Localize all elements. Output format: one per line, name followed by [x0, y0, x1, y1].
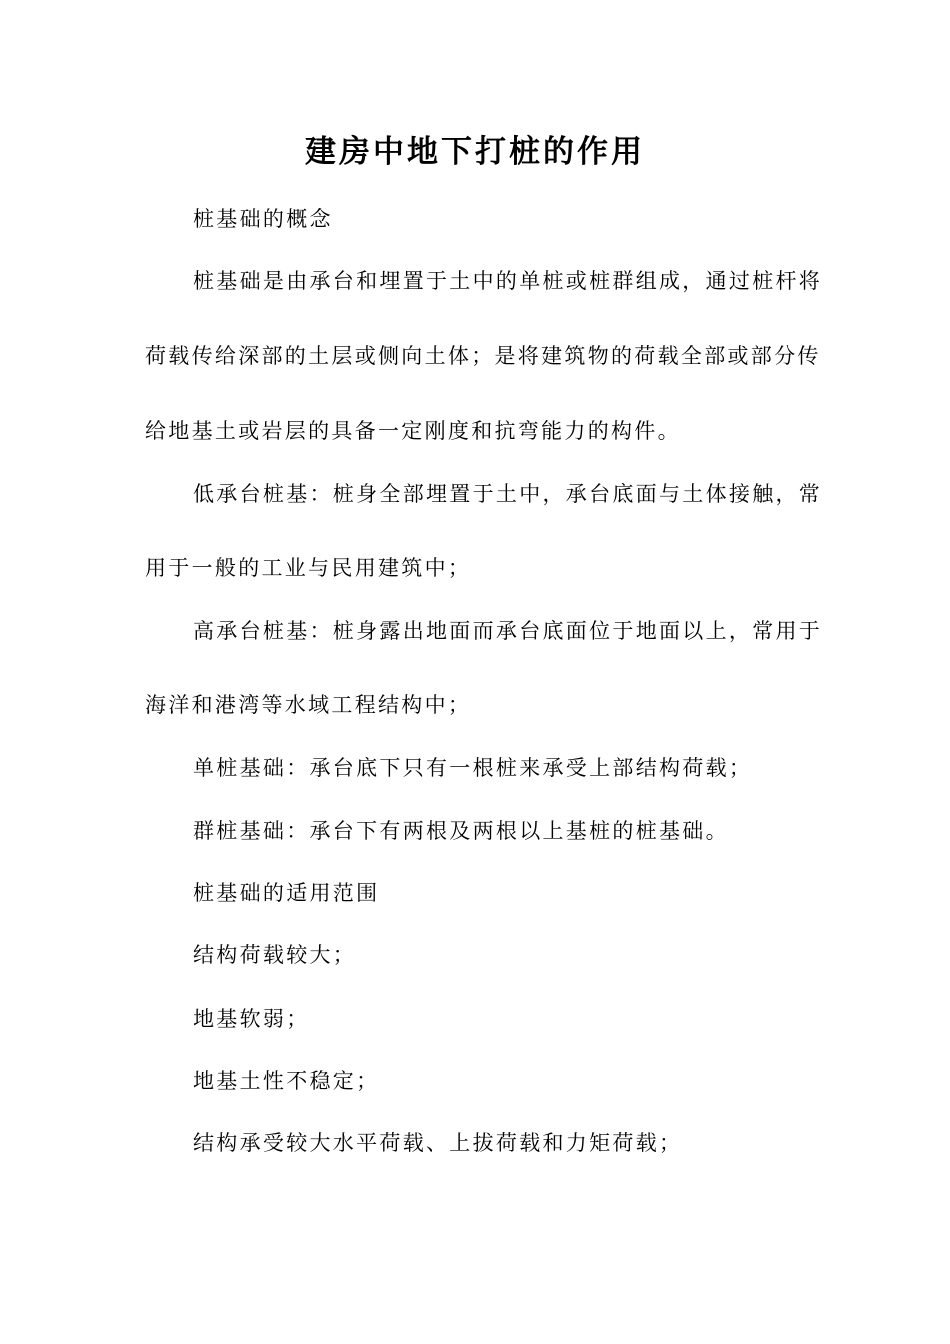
paragraph-line: 地基软弱；: [193, 1007, 310, 1031]
paragraph-line: 地基土性不稳定；: [193, 1069, 380, 1093]
paragraph-line: 结构承受较大水平荷载、上拔荷载和力矩荷载；: [193, 1131, 683, 1155]
paragraph-line: 群桩基础：承台下有两根及两根以上基桩的桩基础。: [193, 819, 729, 843]
paragraph-line: 桩基础的概念: [193, 207, 333, 231]
paragraph-line: 低承台桩基：桩身全部埋置于土中，承台底面与土体接触，常: [193, 482, 823, 506]
paragraph-line: 桩基础的适用范围: [193, 881, 380, 905]
paragraph-line: 荷载传给深部的土层或侧向土体；是将建筑物的荷载全部或部分传: [145, 344, 821, 368]
paragraph-line: 单桩基础：承台底下只有一根桩来承受上部结构荷载；: [193, 756, 753, 780]
document-title: 建房中地下打桩的作用: [305, 134, 645, 170]
paragraph-line: 海洋和港湾等水域工程结构中；: [145, 693, 472, 717]
paragraph-line: 用于一般的工业与民用建筑中；: [145, 556, 472, 580]
paragraph-line: 高承台桩基：桩身露出地面而承台底面位于地面以上，常用于: [193, 619, 823, 643]
paragraph-line: 给地基土或岩层的具备一定刚度和抗弯能力的构件。: [145, 419, 681, 443]
paragraph-line: 桩基础是由承台和埋置于土中的单桩或桩群组成，通过桩杆将: [193, 269, 823, 293]
paragraph-line: 结构荷载较大；: [193, 943, 357, 967]
